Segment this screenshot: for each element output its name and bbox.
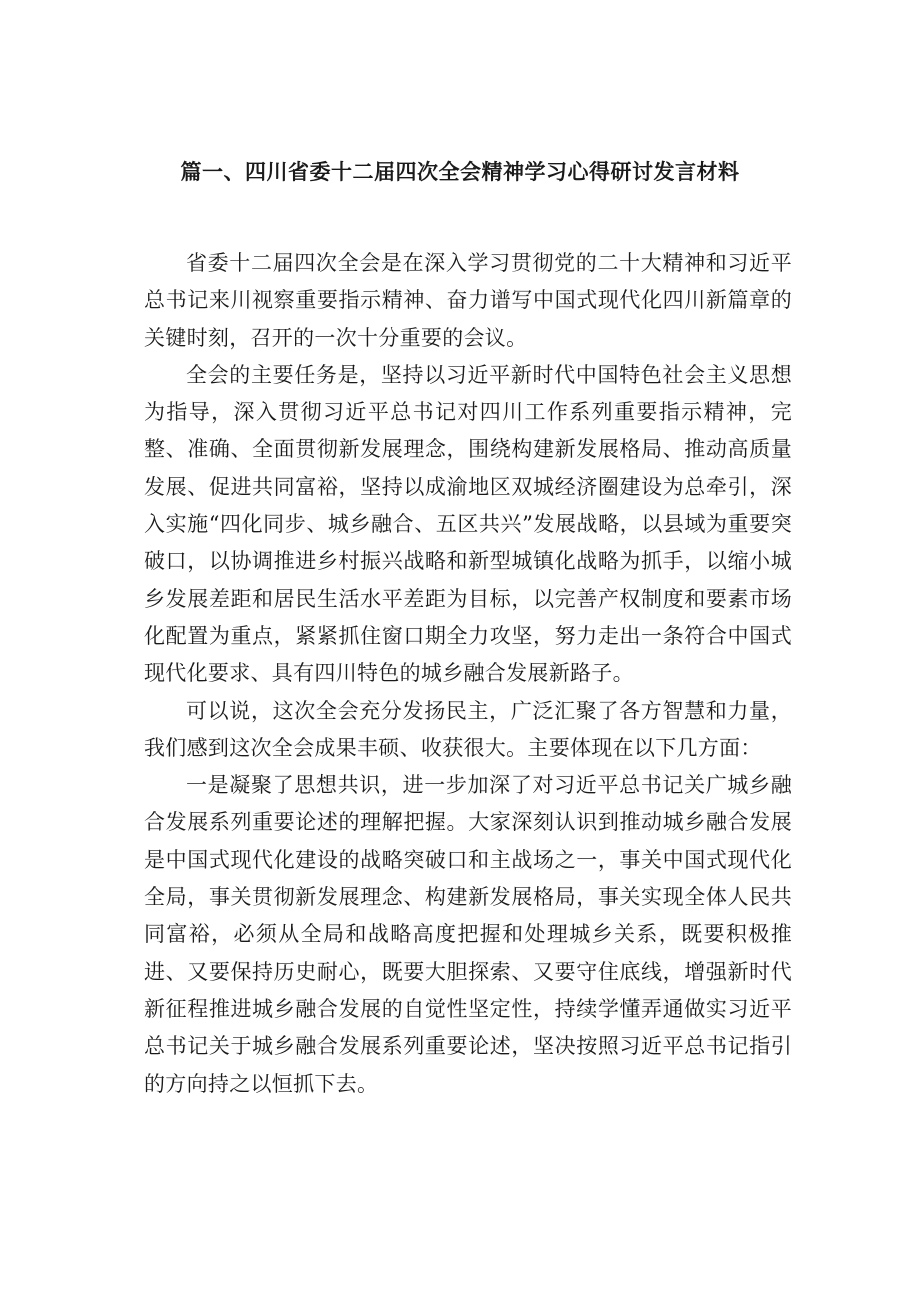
paragraph-summary: 可以说，这次全会充分发扬民主，广泛汇聚了各方智慧和力量，我们感到这次全会成果丰硕、收获很大。主要体现在以下几方面： xyxy=(144,698,792,760)
paragraph-point-one: 一是凝聚了思想共识，进一步加深了对习近平总书记关广城乡融合发展系列重要论述的理解把握。大家深刻认识到推动城乡融合发展是中国式现代化建设的战略突破口和主战场之一，事关中国式现代化全局，事关贯彻新发展理念、构建新发展格局，事关实现全体人民共同富裕，必须从全局和战略高度把握和处理城乡关系，既要积极推进、又要保持历史耐心，既要大胆探索、又要守住底线，增强新时代新征程推进城乡融合发展的自觉性坚定性，持续学懂弄通做实习近平总书记关于城乡融合发展系列重要论述，坚决按照习近平总书记指引的方向持之以恒抓下去。 xyxy=(144,773,792,1096)
paragraph-intro: 省委十二届四次全会是在深入学习贯彻党的二十大精神和习近平总书记来川视察重要指示精神、奋力谱写中国式现代化四川新篇章的关键时刻，召开的一次十分重要的会议。 xyxy=(144,251,792,350)
document-title: 篇一、四川省委十二届四次全会精神学习心得研讨发言材料 xyxy=(180,160,740,184)
paragraph-main-task: 全会的主要任务是，坚持以习近平新时代中国特色社会主义思想为指导，深入贯彻习近平总书记对四川工作系列重要指示精神，完整、准确、全面贯彻新发展理念，围绕构建新发展格局、推动高质量发展、促进共同富裕，坚持以成渝地区双城经济圈建设为总牵引，深入实施“四化同步、城乡融合、五区共兴”发展战略，以县域为重要突破口，以协调推进乡村振兴战略和新型城镇化战略为抓手，以缩小城乡发展差距和居民生活水平差距为目标，以完善产权制度和要素市场化配置为重点，紧紧抓住窗口期全力攻坚，努力走出一条符合中国式现代化要求、具有四川特色的城乡融合发展新路子。 xyxy=(144,362,792,686)
document-body xyxy=(144,245,792,1103)
